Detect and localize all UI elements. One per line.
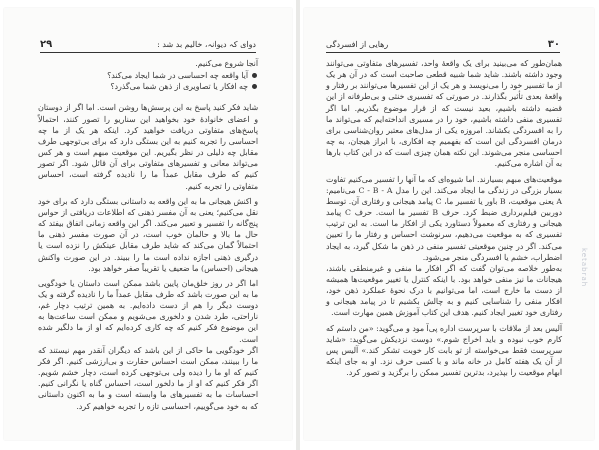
paragraph: موقعیت‌های مبهم بسیارند. اما شیوه‌ای که ما آنها را تفسیر می‌کنیم تفاوت بسیار بزرگی در زندگی ما ایجاد می‌کند. این را مدل C - B - A می‌نامیم: A یعنی موقعیت، B باور یا تفسیر ما، C پیامد هیجانی و رفتاری آن. توسط دوربین فیلم‌برداری ضبط کرد. حرف B تفسیر ما است. حرف C پیامد هیجانی و رفتاری که معمولاً دستاورد یکی از افکار ما است. به این ترتیب تفسیری که به موقعیت می‌دهیم، سرنوشت احساس و رفتار ما را تعیین می‌کند. اگر در چنین موقعیتی تفسیر منفی در ذهن ما شکل گیرد، به ایجاد اضطراب، خشم یا افسردگی منجر می‌شود. — [326, 174, 563, 262]
book-gutter — [296, 0, 300, 450]
watermark-text: ketabrah — [580, 248, 588, 288]
list-item-text: آیا واقعه چه احساسی در شما ایجاد می‌کند؟ — [107, 71, 248, 81]
right-page-body — [326, 58, 562, 378]
question-list — [38, 70, 258, 92]
bullet-icon — [252, 84, 257, 89]
paragraph: آلیس بعد از ملاقات با سرپرست اداره پی‌آ مود و می‌گوید: «من داستم که کارم خوب نبوده و باید اخراج شوم.» دوست نزدیکش می‌گوید: «شاید سرپرست فقط می‌خواسته از تو بابت کار خوبت تشکر کند.» آلیس پس از آن یک هفته کامل در خانه ماند و با کسی حرف نزد. او به جای اینکه ابهام موقعیت را بپذیرد، بدترین تفسیر ممکن را برگزید و تصور کرد. — [326, 323, 562, 378]
paragraph: شاید فکر کنید پاسخ به این پرسش‌ها روشن است. اما اگر از دوستان و اعضای خانوادهٔ خود بخواهید این سناریو را تصور کنند، احتمالاً پاسخ‌های متفاوتی دریافت خواهید کرد. اینکه هر یک از ما چه احساسی را تجربه کنیم به این بستگی دارد که برای بی‌توجهی طرف مقابل چه دلیلی در نظر بگیریم. این موقعیت مبهم است و هر کس می‌تواند معانی و تفسیرهای متفاوتی برای آن قائل شود. اگر تصور کنیم که طرف مقابل عمداً ما را نادیده گرفته است، احساس متفاوتی را تجربه کنیم. — [38, 103, 258, 191]
left-page-number: ۲۹ — [40, 39, 53, 50]
paragraph: اگر خودگویی ما حاکی از این باشد که دیگران آنقدر مهم نیستند که ما را ببینند، ممکن است احساس حقارت و بی‌ارزشی کنیم. اگر فکر کنیم که او ما را دیده ولی بی‌توجهی کرده است، دچار خشم شویم. اگر فکر کنیم که او از ما دلخور است، احساس گناه یا نگرانی کنیم. احساسات ما به تفسیرهای ما وابسته است و ما به اکنون داستانی که به خود می‌گوییم، احساسی تازه را تجربه خواهیم کرد. — [38, 345, 258, 411]
paragraph: به‌طور خلاصه می‌توان گفت که اگر افکار ما منفی و غیرمنطقی باشند، هیجانات ما نیز منفی خواهد بود. با اینکه کنترل یا تغییر موقعیت‌ها همیشه از دست ما خارج است، اما می‌توانیم با درک نحوهٔ عملکرد ذهن خود، افکار منفی را شناسایی کنیم و به چالش بکشیم تا در پیامد هیجانی و رفتاری خود تغییر ایجاد کنیم. هدف این کتاب آموزش همین مهارت است. — [326, 263, 562, 318]
right-page — [304, 8, 594, 440]
right-page-header — [326, 36, 560, 53]
bullet-icon — [252, 73, 257, 78]
paragraph: همان‌طور که می‌بینید برای یک واقعهٔ واحد، تفسیرهای متفاوتی می‌توانند وجود داشته باشند. شاید شما شبیه قطعی صاحبت است که در آن هر یک از ما تفسیر خود را می‌نویسد و هر یک از این تفسیرها می‌توانند بر رفتار و واقعهٔ بعدی تأثیر بگذارند. در صورتی که تفسیری خنثی و بی‌طرفانه از این قضیه داشته باشیم، بعید نیست که از قرار موضوع بگذریم. اما اگر تفسیری منفی داشته باشیم، خود را در مسیری انداخته‌ایم که می‌تواند ما را به افسردگی بکشاند. امروزه یکی از مدل‌های معتبر روان‌شناسی برای درمان افسردگی این است که بفهمیم چه افکاری، با ابراز هیجان، به چه احساسی منجر می‌شوند. این نکته همان چیزی است که در این کتاب بارها به آن اشاره می‌کنیم. — [326, 59, 562, 169]
intro-line: آنجا شروع می‌کنیم. — [195, 59, 258, 68]
left-page — [4, 8, 292, 440]
list-item — [38, 70, 258, 81]
right-page-number: ۳۰ — [547, 39, 560, 50]
left-page-body — [38, 58, 258, 412]
left-page-header — [40, 36, 256, 53]
paragraph: اما اگر در روز خلق‌مان پایین باشد ممکن است داستان یا خودگویی ما به این صورت باشد که طرف مقابل عمداً ما را نادیده گرفته و یک دوست دیگر را هم از دست داده‌ایم. به همین ترتیب دچار غم، ناراحتی، طرد شدن و دلخوری می‌شویم و ممکن است ساعت‌ها به این موضوع فکر کنیم که چه کاری کرده‌ایم که او از ما دلگیر شده است. — [38, 278, 258, 344]
left-running-head: دوای کہ دیوانہ، خالیم بد شد : — [157, 40, 256, 49]
paragraph: و اکنش هیجانی ما به این واقعه به داستانی بستگی دارد که برای خود نقل می‌کنیم؛ یعنی به آن مفسر ذهنی که اطلاعات دریافتی از حواس پنج‌گانه را تفسیر و تعبیر می‌کند. اگر این واقعه زمانی اتفاق بیفتد که حال ما بالا و حالمان خوب است، در آن صورت مفسر ذهنی ما احتمالاً گمان می‌کند که شاید طرف مقابل عینکش را نزده است یا درگیری ذهنی اجازه نداده است ما را ببیند. در این صورت واکنش هیجانی (احساس) ما ضعیف یا تقریباً صفر خواهد بود. — [38, 196, 258, 273]
list-item-text: چه افکار یا تصاویری از ذهن شما می‌گذرد؟ — [110, 82, 248, 92]
list-item — [38, 81, 258, 92]
right-running-head: رهایی از افسردگی — [326, 40, 389, 49]
